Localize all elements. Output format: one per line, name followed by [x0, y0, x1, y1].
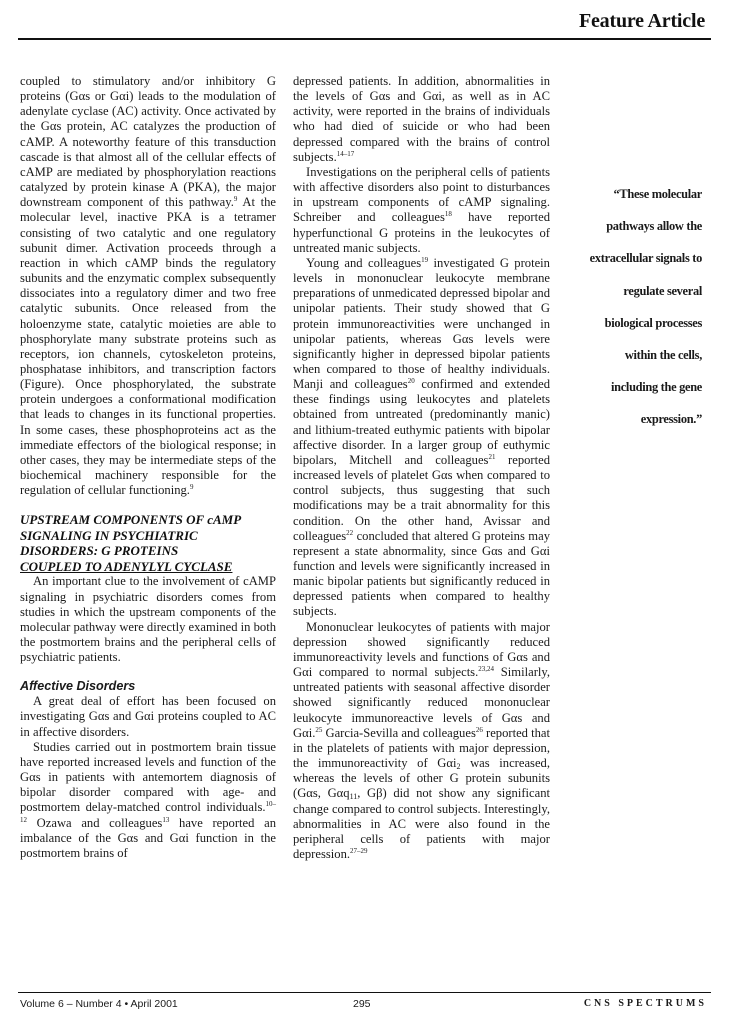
footer-rule	[18, 992, 711, 993]
reference-marker: 22	[346, 528, 354, 537]
pull-quote-line: pathways allow the	[606, 219, 702, 234]
paragraph-text: depressed patients. In addition, abnormalities in the levels of Gαs and Gαi, as well as in AC activity, were reported in the brains of individuals who had died of suicide or who had been depressed compared with the brains of control subjects.	[293, 74, 550, 164]
paragraph-text: concluded that altered G proteins may represent a state abnormality, since Gαs and Gαi function and levels were significantly increased in manic bipolar patients but significantly reduced in depressed patients when compared to healthy subjects.	[293, 528, 550, 619]
reference-marker: 25	[315, 725, 323, 734]
header-rule	[18, 38, 711, 40]
body-paragraph	[293, 74, 550, 165]
reference-marker: 13	[162, 815, 170, 824]
reference-marker: 9	[233, 195, 238, 204]
body-paragraph	[293, 620, 550, 863]
body-paragraph	[293, 165, 550, 256]
reference-marker: 20	[407, 377, 415, 386]
footer-issue-info: Volume 6 – Number 4 • April 2001	[20, 998, 178, 1010]
pull-quote-line: extracellular signals to	[589, 251, 702, 266]
subheading: Affective Disorders	[20, 679, 136, 694]
body-paragraph	[293, 256, 550, 620]
paragraph-text: At the molecular level, inactive PKA is a tetramer consisting of two catalytic and one regulatory subunit dimer. Activation proceeds through a reaction in which cAMP binds the regulatory subunits and the enzymatic complex subsequently dissociates into a regulatory dimer and two free catalytic subunits. Once released from the holoenzyme state, catalytic moieties are able to phosphorylate many substrate proteins such as receptors, ion channels, cytoskeleton proteins, phosphatase inhibitors, and transcription factors (Figure). Once phosphorylated, the substrate protein undergoes a conformational modification that leads to changes in its functional properties. In some cases, these phosphoproteins act as the immediate effectors of the biological response; in other cases, they may be intermediate steps of the biochemical machinery responsible for the regulation of cellular functioning.	[20, 195, 276, 498]
paragraph-text: Mononuclear leukocytes of patients with major depression showed significantly reduced immunoreactivity levels and functions of Gαs and Gαi compared to normal subjects.	[293, 619, 550, 680]
text-column-middle	[293, 74, 550, 862]
body-paragraph: A great deal of effort has been focused on investigating Gαs and Gαi proteins coupled to AC in affective disorders.	[20, 694, 276, 739]
paragraph-text: Studies carried out in postmortem brain tissue have reported increased levels and function of the Gαs in patients with antemortem diagnosis of bipolar disorder compared with age- and postmortem delay-matched control individuals.	[20, 739, 276, 815]
paragraph-text: Similarly, untreated patients with seasonal affective disorder showed significantly reduced mononuclear leukocyte immunoreactive levels of Gαs and Gαi.	[293, 665, 551, 740]
reference-marker: 9	[189, 483, 194, 492]
paragraph-text: Young and colleagues	[306, 255, 422, 270]
reference-marker: 10–12	[20, 800, 276, 824]
journal-name: CNS SPECTRUMS	[583, 998, 707, 1009]
paragraph-text: investigated G protein levels in mononuclear leukocyte membrane preparations of unmedicated depressed bipolar and unipolar patients. Their study showed that G protein immunoreactivities were unchanged in unipolar patients, whereas Gαs levels were significantly higher in depressed bipolar patients when compared to those of healthy individuals. Manji and colleagues	[293, 255, 550, 392]
paragraph-text: Garcia-Sevilla and colleagues	[322, 725, 476, 740]
pull-quote-line: expression.”	[640, 412, 702, 427]
reference-marker: 27–29	[350, 846, 368, 855]
page-number: 295	[353, 998, 371, 1010]
reference-marker: 21	[488, 452, 496, 461]
paragraph-text: confirmed and extended these findings using leukocytes and platelets obtained from untreated (predominantly manic) and lithium-treated euthymic patients with bipolar affective disorder. In a larger group of euthymic bipolars, Mitchell and colleagues	[293, 377, 550, 467]
reference-marker: 23,24	[478, 665, 494, 674]
reference-marker: 19	[421, 255, 429, 264]
running-header-title: Feature Article	[578, 10, 705, 32]
reference-marker: 26	[475, 725, 483, 734]
body-paragraph	[20, 74, 276, 498]
section-heading	[20, 512, 276, 574]
paragraph-text: coupled to stimulatory and/or inhibitory G proteins (Gαs or Gαi) leads to the modulation of adenylate cyclase (AC) activity. Once activated by the Gαs protein, AC catalyzes the production of cAMP. A noteworthy feature of this transduction cascade is that almost all of the cellular effects of cAMP are mediated by phosphorylation reactions catalyzed by protein kinase A (PKA), the major downstream component of this pathway.	[20, 74, 276, 210]
paragraph-text: reported increased levels of platelet Gαs when compared to control subjects, thus suggesting that such modifications may be a trait abnormality for this condition. On the other hand, Avissar and colleagues	[293, 452, 551, 543]
reference-marker: 18	[444, 210, 452, 219]
paragraph-text: Ozawa and colleagues	[27, 815, 163, 830]
section-heading-line: COUPLED TO ADENYLYL CYCLASE	[20, 558, 233, 574]
pull-quote-line: biological processes	[604, 315, 702, 330]
paragraph-text: , Gβ) did not show any significant change compared to control subjects. Interestingly, abnormalities in AC were also found in the peripheral cells of patients with major depression.	[293, 786, 550, 861]
paragraph-text: have reported an imbalance of the Gαs and Gαi function in the postmortem brains of	[20, 815, 276, 860]
subscript: 2	[456, 762, 461, 772]
section-heading-line: UPSTREAM COMPONENTS OF cAMP SIGNALING IN PSYCHIATRIC DISORDERS: G PROTEINS	[20, 512, 241, 559]
paragraph-text: reported that in the platelets of patients with major depression, the immunoreactivity of Gαi	[293, 725, 550, 771]
reference-marker: 14–17	[336, 149, 355, 158]
pull-quote-line: “These molecular	[613, 187, 702, 201]
pull-quote-line: regulate several	[623, 283, 702, 298]
text-column-left	[20, 74, 276, 861]
pull-quote-line: within the cells,	[624, 347, 702, 362]
paragraph-text: Investigations on the peripheral cells of patients with affective disorders also point to disturbances in upstream components of cAMP signaling. Schreiber and colleagues	[293, 164, 550, 225]
paragraph-text: have reported hyperfunctional G proteins in the leukocytes of untreated manic subjects.	[293, 210, 550, 255]
subscript: 11	[349, 792, 358, 802]
body-paragraph	[20, 740, 276, 861]
body-paragraph: An important clue to the involvement of cAMP signaling in psychiatric disorders comes from studies in which the upstream components of the molecular pathway were directly examined in both the postmortem brains and the peripheral cells of psychiatric patients.	[20, 574, 276, 665]
pull-quote	[566, 178, 702, 436]
pull-quote-line: including the gene	[611, 380, 702, 395]
paragraph-text: was increased, whereas the levels of other G protein subunits (Gαs, Gαq	[293, 756, 550, 801]
